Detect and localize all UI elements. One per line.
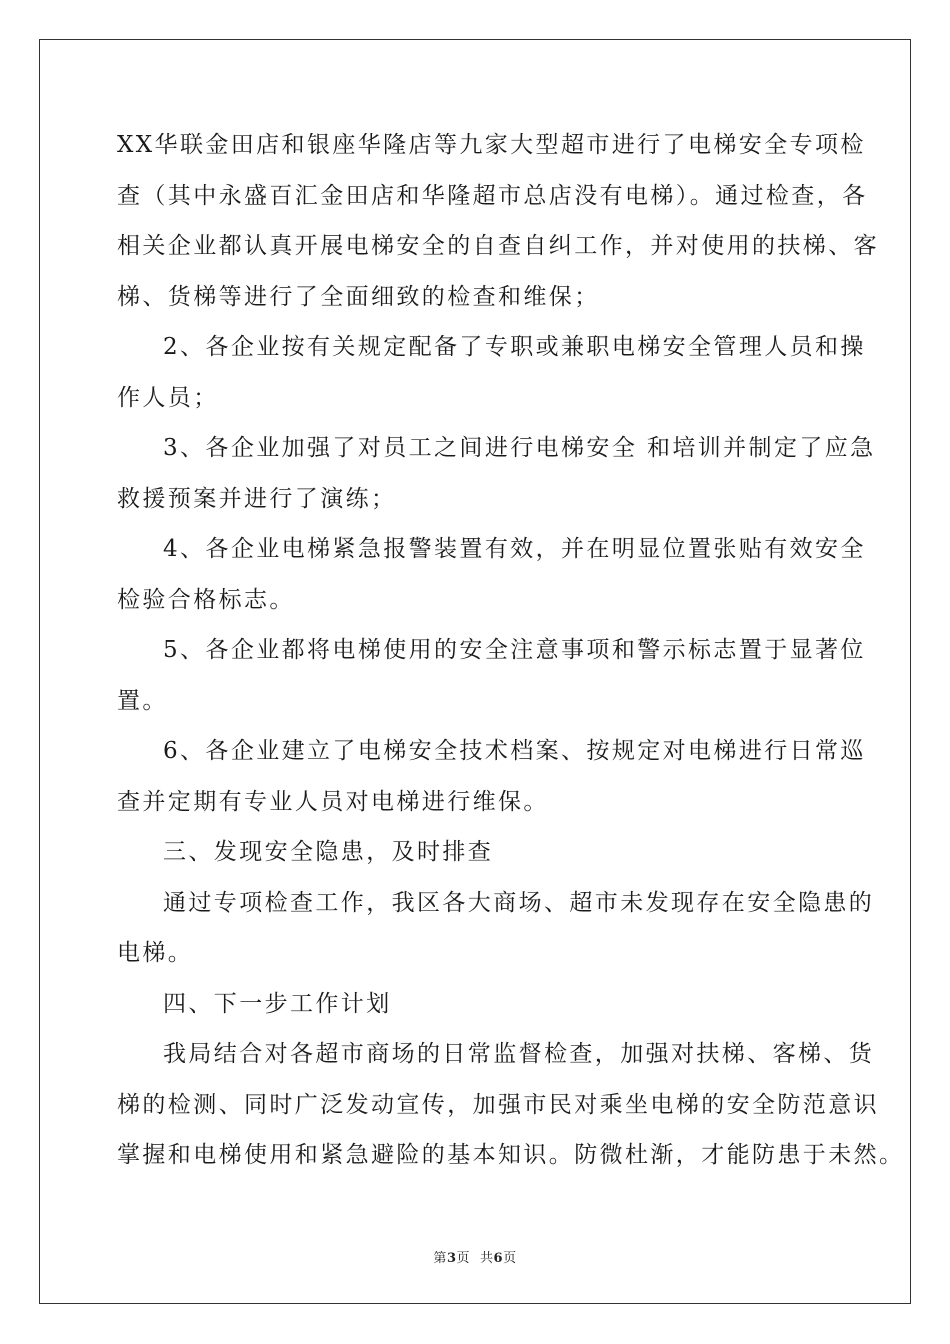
text-line: 救援预案并进行了演练； [117, 485, 397, 512]
text-line: XX华联金田店和银座华隆店等九家大型超市进行了电梯安全专项检 [117, 132, 866, 158]
total-label-suffix: 页 [503, 1251, 517, 1266]
current-page-number: 3 [446, 1251, 457, 1266]
text-line: 我局结合对各超市商场的日常监督检查，加强对扶梯、客梯、货 [163, 1041, 875, 1067]
text-line: 3、各企业加强了对员工之间进行电梯安全 和培训并制定了应急 [163, 435, 876, 461]
document-body [117, 126, 905, 1187]
text-line: 作人员； [117, 384, 219, 411]
text-line: 查（其中永盛百汇金田店和华隆超市总店没有电梯）。通过检查，各 [117, 182, 868, 209]
text-line: 5、各企业都将电梯使用的安全注意事项和警示标志置于显著位 [163, 637, 866, 663]
text-line: 三、发现安全隐患，及时排查 [163, 839, 494, 865]
text-line: 梯的检测、同时广泛发动宣传，加强市民对乘坐电梯的安全防范意识 [117, 1091, 879, 1118]
text-line: 6、各企业建立了电梯安全技术档案、按规定对电梯进行日常巡 [163, 738, 866, 764]
text-line: 2、各企业按有关规定配备了专职或兼职电梯安全管理人员和操 [163, 334, 866, 360]
text-line: 检验合格标志。 [117, 586, 295, 613]
text-line: 掌握和电梯使用和紧急避险的基本知识。防微杜渐，才能防患于未然。 [117, 1142, 905, 1168]
total-page-count: 6 [493, 1251, 504, 1266]
page-footer [0, 1247, 950, 1266]
text-line: 相关企业都认真开展电梯安全的自查自纠工作，并对使用的扶梯、客 [117, 233, 879, 259]
text-line: 通过专项检查工作，我区各大商场、超市未发现存在安全隐患的 [163, 889, 875, 916]
text-line: 4、各企业电梯紧急报警装置有效，并在明显位置张贴有效安全 [163, 536, 866, 562]
text-line: 梯、货梯等进行了全面细致的检查和维保； [117, 283, 600, 310]
text-line: 置。 [117, 687, 168, 714]
page-label-prefix: 第 [433, 1251, 447, 1266]
total-label-prefix: 共 [480, 1251, 494, 1266]
text-line: 查并定期有专业人员对电梯进行维保。 [117, 788, 549, 815]
text-line: 四、下一步工作计划 [163, 990, 392, 1017]
page-label-suffix: 页 [456, 1251, 470, 1266]
text-line: 电梯。 [117, 940, 194, 966]
